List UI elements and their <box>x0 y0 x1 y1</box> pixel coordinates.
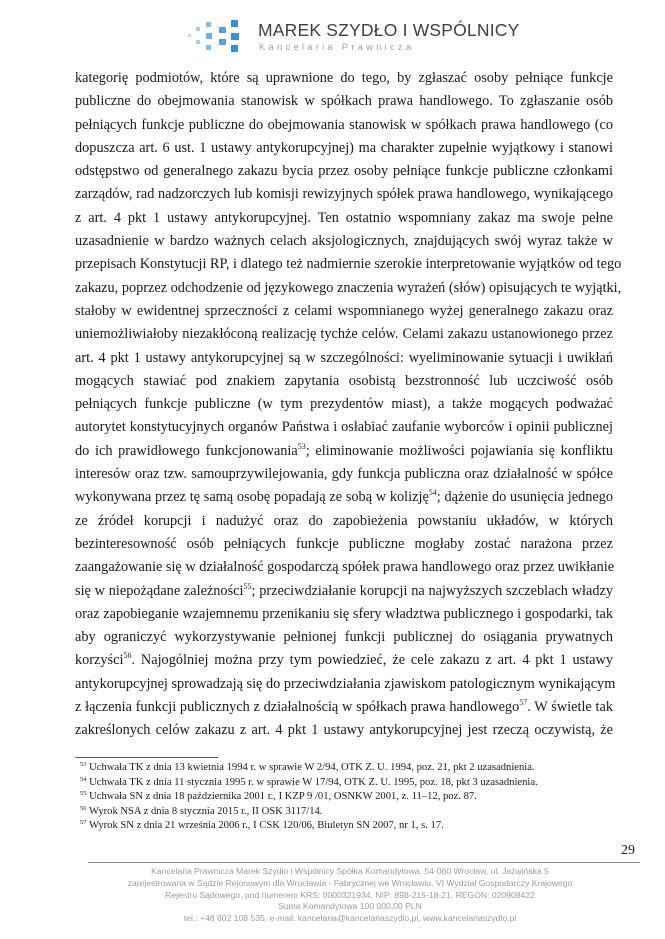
text-line: kategorię podmiotów, które są uprawnione do tego, by zgłaszać osoby pełniące funkcje <box>75 70 613 86</box>
text-line: stałoby w ewidentnej sprzeczności z celami wspomnianego wyżej generalnego zakazu oraz <box>75 302 613 319</box>
footnote: $^{57}$ Wyrok SN z dnia 21 września 2006 r., I CSK 120/06, Biuletyn SN 2007, nr 1, s. 17. <box>80 819 444 832</box>
text-line: korzyści$^{56}$. Najogólniej można przy tym powiedzieć, że cele zakazu z art. 4 pkt 1 ustawy <box>75 651 613 669</box>
text-line: pełniących funkcje publiczne (w tym prezydentów miast), a także mogących podważać <box>75 396 613 413</box>
text-line: antykorupcyjnej sprowadzają się do przeciwdziałania zjawiskom patologicznym wynikającym <box>75 675 616 692</box>
footnote-number: 54 <box>80 775 87 783</box>
text-line: odstępstwo od generalnego zakazu bycia przez osoby pełniące funkcje publiczne członkami <box>75 163 613 180</box>
footer <box>60 866 640 925</box>
footnote-ref[interactable]: 55 <box>243 581 252 591</box>
footer-divider <box>88 862 640 863</box>
body-text <box>75 67 622 743</box>
text-line: zakazu, poprzez odchodzenie od językowego znaczenia wyrażeń (słów) opisujących te wyjątki, <box>75 279 622 296</box>
text-line: z art. 4 pkt 1 ustawy antykorupcyjnej. Ten ostatnio wspomniany zakaz ma swoje pełne <box>75 209 613 226</box>
footer-line: Kancelaria Prawnicza Marek Szydło i Wspólnicy Spółka Komandytowa, 54-060 Wrocław, ul. Jaźwińska 5 <box>151 866 549 876</box>
footnote-ref[interactable]: 57 <box>519 698 528 708</box>
text-line: zakreślonych celów zakazu z art. 4 pkt 1 ustawy antykorupcyjnej jest rzeczą oczywistą, że <box>75 722 613 739</box>
footnote-ref[interactable]: 54 <box>428 488 437 498</box>
text-line: zarządów, rad nadzorczych lub komisji rewizyjnych spółek prawa handlowego, wynikającego <box>75 186 613 203</box>
footnote: $^{53}$ Uchwała TK z dnia 13 kwietnia 1994 r. w sprawie W 2/94, OTK Z. U. 1994, poz. 21, pkt 2 uzasadnienia. <box>80 761 535 773</box>
text-line: publiczne do obejmowania stanowisk w spółkach prawa handlowego. To zgłaszanie osób <box>75 93 613 110</box>
text-line: interesów oraz tzw. samouprzywilejowania, gdy funkcja publiczna oraz działalność w spółce <box>75 466 613 483</box>
footnote-ref[interactable]: 53 <box>297 441 306 451</box>
text-line: oraz zapobieganie wzajemnemu przenikaniu się sfery władztwa publicznego i gospodarki, tak <box>75 605 613 622</box>
text-line: uzasadnienie w bardzo ważnych celach aksjologicznych, znajdujących swój wyraz także w <box>75 233 613 250</box>
text-line: aby ograniczyć wykorzystywanie pełnionej funkcji publicznej do osiągania prywatnych <box>75 629 613 646</box>
footnote-number: 53 <box>80 761 87 768</box>
text-line: pełniących funkcje publiczne do obejmowania stanowisk w spółkach prawa handlowego (co <box>75 116 613 133</box>
footer-line: Suma Komandytowa 100 000,00 PLN <box>278 901 422 912</box>
text-line: z łączenia funkcji publicznych z działalnością w spółkach prawa handlowego$^{57}$. W świetle tak <box>75 698 613 716</box>
text-line: do ich prawidłowego funkcjonowania$^{53}$; eliminowanie możliwości pojawiania się konfliktu <box>75 441 613 459</box>
footer-line: zarejestrowana w Sądzie Rejonowym dla Wrocławia - Fabrycznej we Wrocławiu, VI Wydział Gospodarczy Krajowego <box>127 877 573 888</box>
text-line: art. 4 pkt 1 ustawy antykorupcyjnej są w szczególności: wyeliminowanie sytuacji i uwikłań <box>75 349 613 366</box>
footnote: $^{56}$ Wyrok NSA z dnia 8 stycznia 2015 r., II OSK 3117/14. <box>80 804 323 817</box>
footnote-number: 55 <box>80 790 87 798</box>
brand-tagline: Kancelaria Prawnicza <box>259 42 415 53</box>
text-line: ze źródeł korupcji i nadużyć oraz do zapobieżenia powstaniu układów, w których <box>75 512 613 529</box>
footnote: $^{55}$ Uchwała SN z dnia 18 października 2001 r., I KZP 9 /01, OSNKW 2001, z. 11–12, poz. 87. <box>80 790 477 803</box>
text-line: dopuszcza art. 6 ust. 1 ustawy antykorupcyjnej) ma charakter zupełnie wyjątkowy i stanowi <box>75 139 613 156</box>
text-line: przepisach Konstytucji RP, i dlatego też nadmiernie szerokie interpretowanie wyjątków od tego <box>75 256 622 273</box>
footer-line: tel.: +48 602 108 535, e-mail: kancelaria@kancelariaszydlo.pl, www.kancelariaszydlo.pl <box>183 913 517 924</box>
footnote: $^{54}$ Uchwała TK z dnia 11 stycznia 1995 r. w sprawie W 17/94, OTK Z. U. 1995, poz. 18, pkt 3 uzasadnienia. <box>80 775 538 788</box>
logo-icon <box>186 18 246 54</box>
brand-name: MAREK SZYDŁO I WSPÓLNICY <box>258 20 520 40</box>
text-line: zaangażowanie się w działalność gospodarczą spółek prawa handlowego oraz przez uwikłanie <box>75 559 615 576</box>
text-line: uniemożliwiałoby niezakłóconą realizację tychże celów. Celami zakazu ustanowionego przez <box>75 326 613 343</box>
footnote-divider <box>75 757 218 758</box>
text-line: wykonywana przez tę samą osobę popadają ze sobą w kolizję$^{54}$; dążenie do usunięcia jednego <box>75 488 614 506</box>
footnote-number: 57 <box>80 819 87 827</box>
page-number: 29 <box>621 843 635 858</box>
footer-line: Rejestru Sądowego, pod numerem KRS: 0000321934, NIP: 898-215-18-21, REGON: 020908422 <box>165 889 535 900</box>
footnote-ref[interactable]: 56 <box>123 651 132 661</box>
text-line: bezinteresowność osób pełniących funkcje publiczne mogłaby zostać narażona przez <box>75 535 613 552</box>
text-line: się w niepożądane zależności$^{55}$; przeciwdziałanie korupcji na najwyższych szczeblach władzy <box>75 581 613 599</box>
text-line: mogących stawiać pod znakiem zapytania osobistą bezstronność lub uczciwość osób <box>75 372 613 389</box>
text-line: autorytet konstytucyjnych organów Państwa i osłabiać zaufanie wyborców i opinii publicznej <box>75 419 613 436</box>
footnotes <box>80 761 620 834</box>
footnote-number: 56 <box>80 804 87 812</box>
